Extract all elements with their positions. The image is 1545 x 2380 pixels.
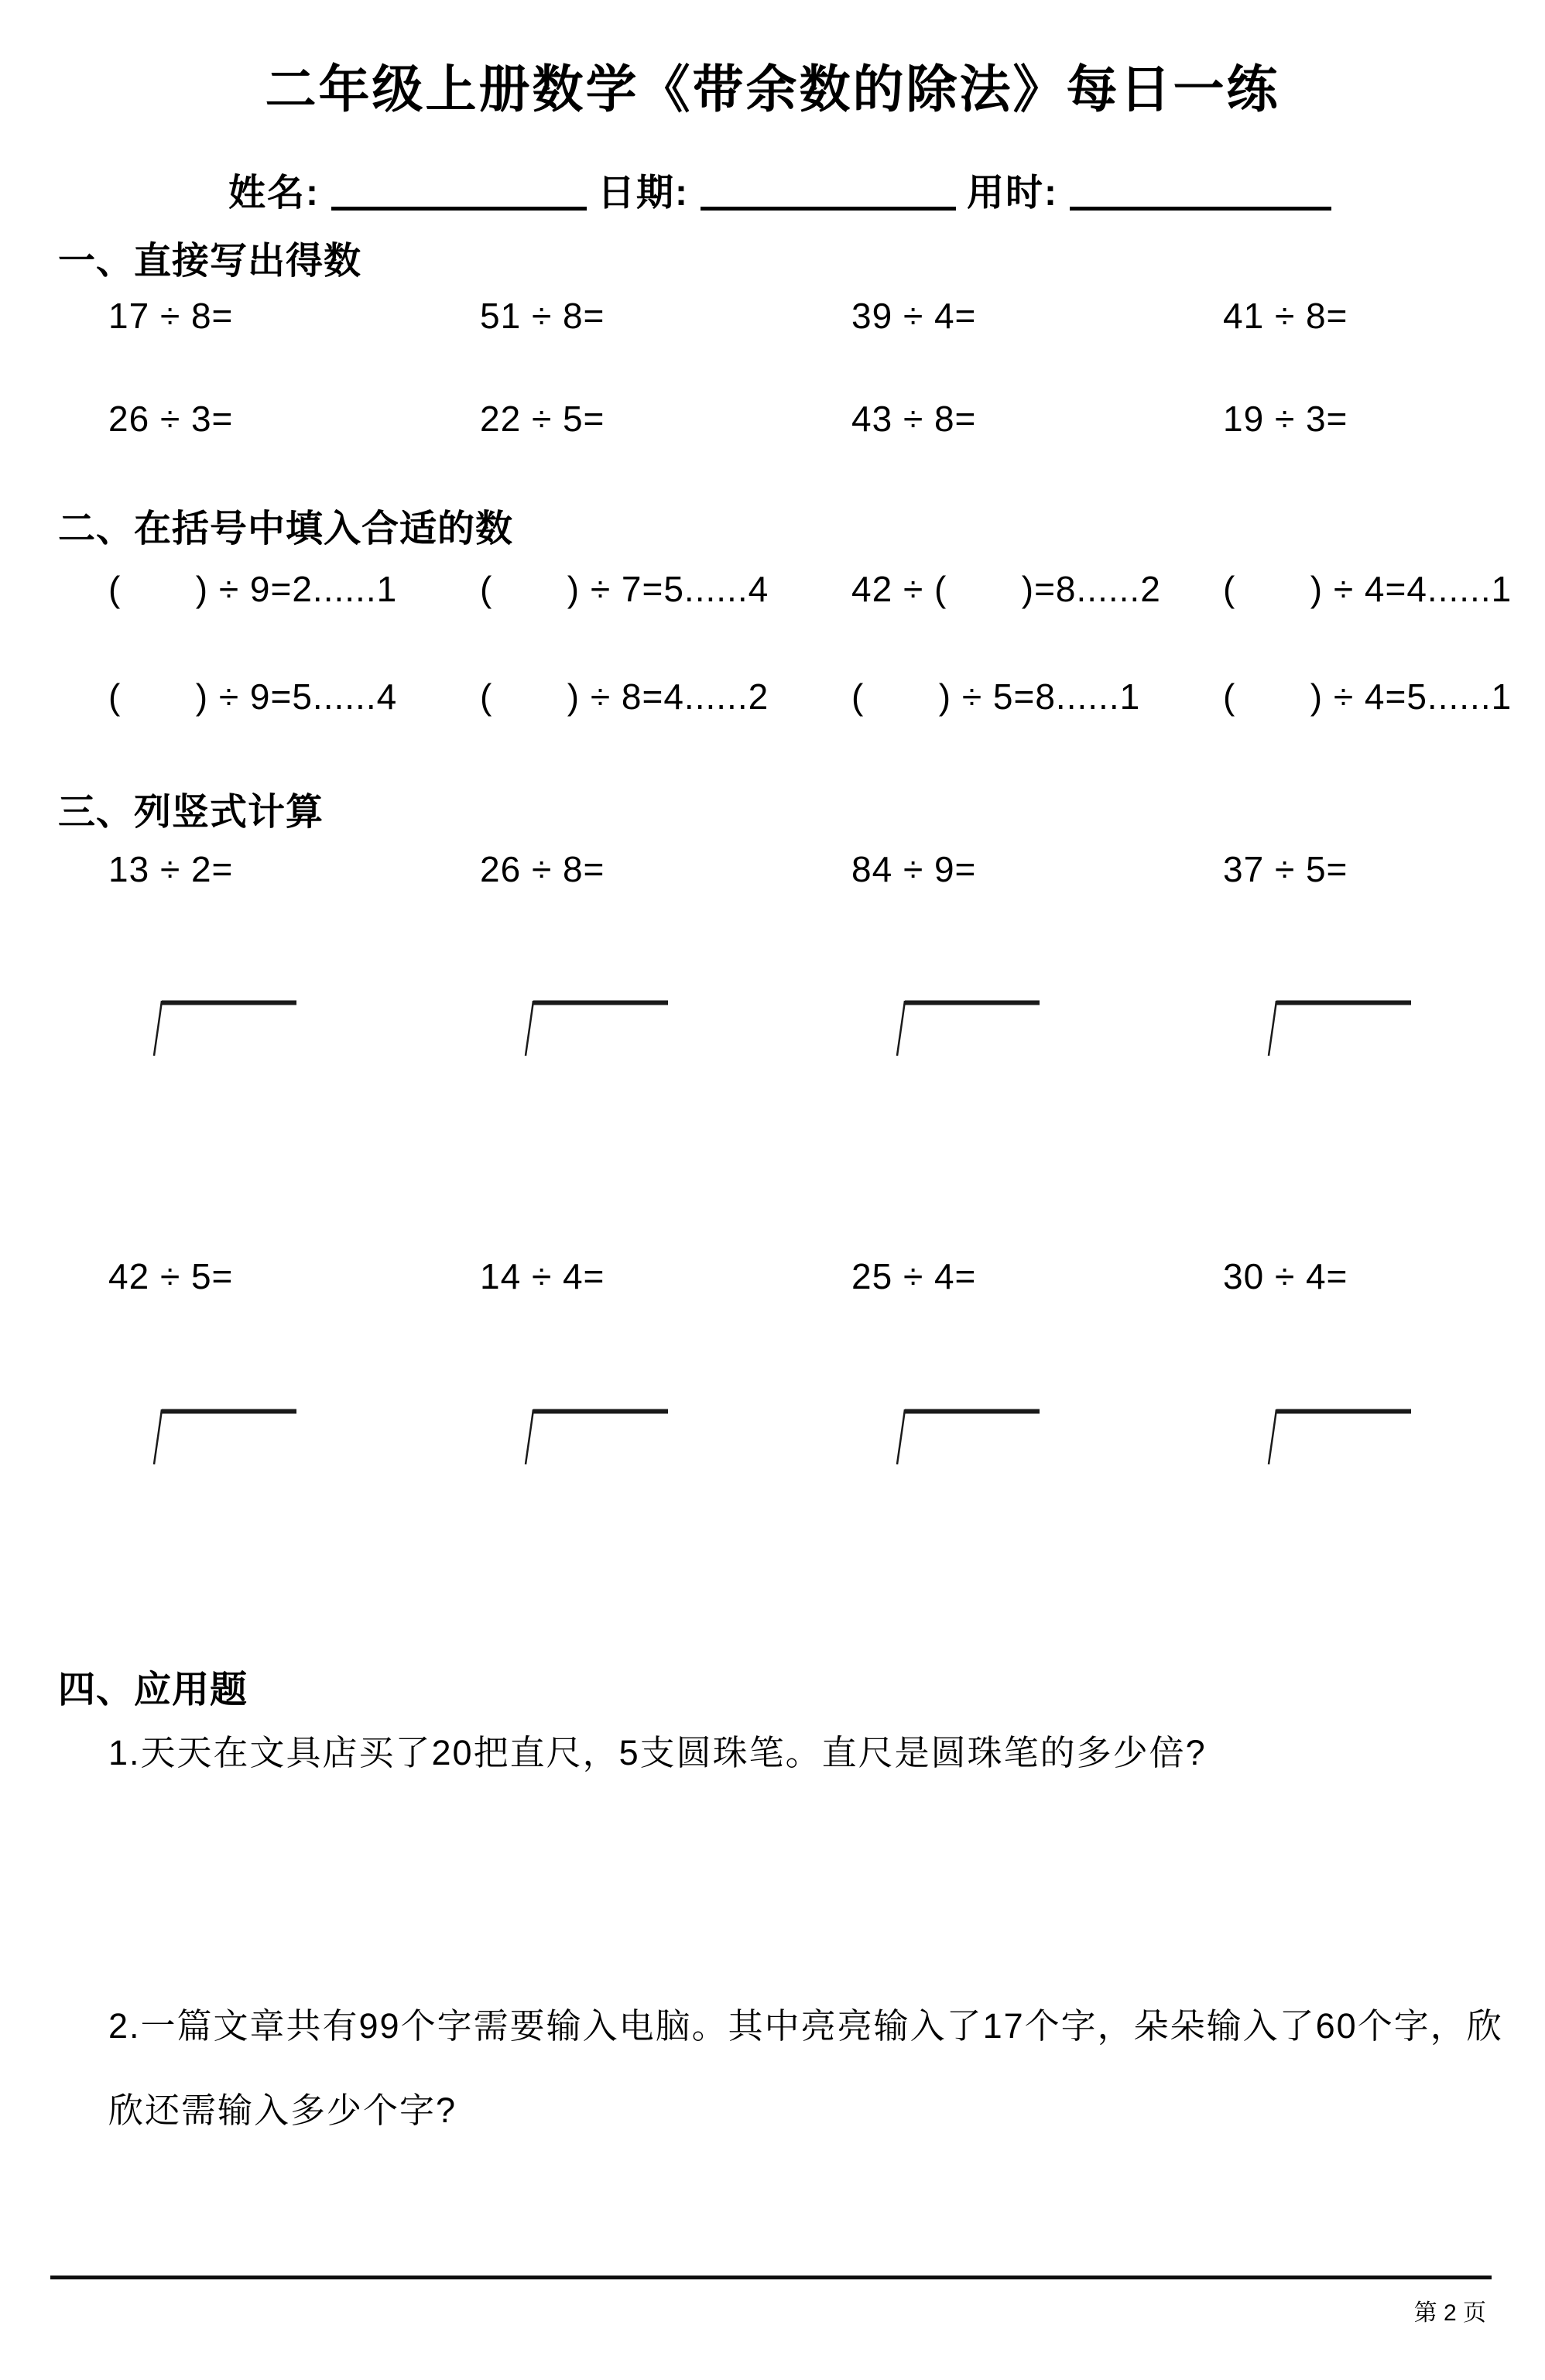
long-division-bracket xyxy=(151,1409,298,1466)
problem: 22 ÷ 5= xyxy=(480,399,605,439)
problem: ( ) ÷ 9=5......4 xyxy=(108,676,398,717)
long-division-bracket xyxy=(894,1000,1041,1057)
problem: 26 ÷ 8= xyxy=(480,849,605,889)
section3-row2 xyxy=(108,1257,1545,1306)
long-division-bracket xyxy=(151,1000,298,1057)
section1-heading: 一、直接写出得数 xyxy=(58,241,362,282)
name-label: 姓名: xyxy=(228,173,320,214)
problem: 25 ÷ 4= xyxy=(851,1256,977,1296)
section2-heading: 二、在括号中填入合适的数 xyxy=(58,509,514,550)
long-division-bracket xyxy=(894,1409,1041,1466)
problem: 41 ÷ 8= xyxy=(1223,296,1348,336)
problem: ( ) ÷ 7=5......4 xyxy=(480,569,769,609)
problem: 51 ÷ 8= xyxy=(480,296,605,336)
problem: 37 ÷ 5= xyxy=(1223,849,1348,889)
section1-row1 xyxy=(108,296,1545,346)
long-division-bracket xyxy=(522,1409,670,1466)
page-number: 第 2 页 xyxy=(1413,2300,1486,2326)
page-title: 二年级上册数学《带余数的除法》每日一练 xyxy=(265,60,1280,118)
section3-heading: 三、列竖式计算 xyxy=(58,792,324,833)
problem: 19 ÷ 3= xyxy=(1223,399,1348,439)
section3-row1 xyxy=(108,850,1545,899)
section2-row2 xyxy=(108,677,1545,727)
student-info-row xyxy=(228,172,1331,214)
division-brackets-row2 xyxy=(0,1409,1545,1471)
problem: 43 ÷ 8= xyxy=(851,399,977,439)
long-division-bracket xyxy=(522,1000,670,1057)
problem: ( ) ÷ 4=5......1 xyxy=(1223,676,1512,717)
problem: 14 ÷ 4= xyxy=(480,1256,605,1296)
problem: ( ) ÷ 5=8......1 xyxy=(851,676,1141,717)
problem: ( ) ÷ 9=2......1 xyxy=(108,569,398,609)
word-problem-2-line1: 2.一篇文章共有99个字需要输入电脑。其中亮亮输入了17个字，朵朵输入了60个字，欣 xyxy=(108,2006,1503,2046)
problem: 17 ÷ 8= xyxy=(108,296,234,336)
section2-row1 xyxy=(108,570,1545,619)
word-problem-1: 1.天天在文具店买了20把直尺，5支圆珠笔。直尺是圆珠笔的多少倍? xyxy=(108,1733,1207,1772)
problem: ( ) ÷ 4=4......1 xyxy=(1223,569,1512,609)
long-division-bracket xyxy=(1266,1000,1413,1057)
problem: 84 ÷ 9= xyxy=(851,849,977,889)
problem: 42 ÷ 5= xyxy=(108,1256,234,1296)
footer-rule xyxy=(50,2276,1492,2279)
date-label: 日期: xyxy=(598,173,689,214)
time-label: 用时: xyxy=(967,173,1058,214)
problem: 30 ÷ 4= xyxy=(1223,1256,1348,1296)
long-division-bracket xyxy=(1266,1409,1413,1466)
problem: ( ) ÷ 8=4......2 xyxy=(480,676,769,717)
division-brackets-row1 xyxy=(0,1000,1545,1062)
date-blank-line xyxy=(701,200,956,211)
time-blank-line xyxy=(1070,200,1331,211)
problem: 13 ÷ 2= xyxy=(108,849,234,889)
problem: 42 ÷ ( )=8......2 xyxy=(851,569,1161,609)
problem: 39 ÷ 4= xyxy=(851,296,977,336)
name-blank-line xyxy=(331,200,587,211)
section4-heading: 四、应用题 xyxy=(58,1669,248,1711)
section1-row2 xyxy=(108,399,1545,449)
word-problem-2-line2: 欣还需输入多少个字? xyxy=(108,2091,457,2130)
problem: 26 ÷ 3= xyxy=(108,399,234,439)
